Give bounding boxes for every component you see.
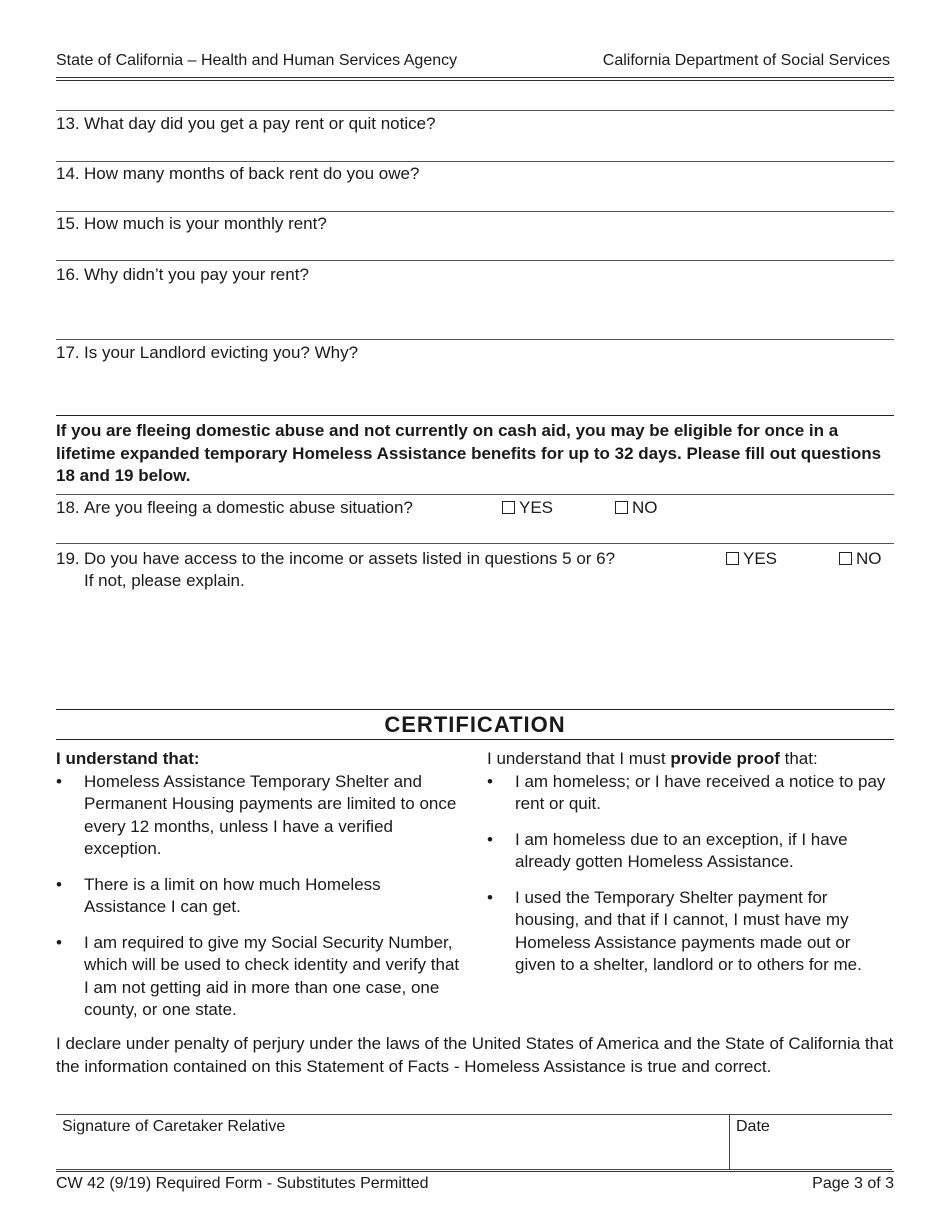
- list-item: [56, 932, 466, 1022]
- bullet-icon: •: [56, 771, 62, 791]
- checkbox-icon: [502, 501, 515, 514]
- certification-rule-bottom: [56, 739, 894, 740]
- domestic-abuse-notice: If you are fleeing domestic abuse and not currently on cash aid, you may be eligible for once in a lifetime expanded temporary Homeless Assistance benefits for up to 32 days. Please fill out questions 18 and 19 below.: [56, 421, 882, 485]
- question-number: 19.: [56, 549, 80, 568]
- question-number: 13.: [56, 114, 80, 133]
- agency-header: State of California – Health and Human Services Agency: [56, 52, 458, 69]
- question-number: 17.: [56, 343, 80, 362]
- right-heading-pre: I understand that I must: [487, 749, 671, 768]
- question-17-rule: [56, 339, 894, 340]
- header-divider-bottom: [56, 80, 894, 81]
- right-heading-post: that:: [779, 749, 818, 768]
- bullet-icon: •: [487, 887, 493, 907]
- question-number: 15.: [56, 214, 80, 233]
- question-text: What day did you get a pay rent or quit notice?: [84, 114, 436, 133]
- list-item-text: I used the Temporary Shelter payment for housing, and that if I cannot, I must have my Homeless Assistance payments made out or given to a shelter, landlord or to others for me.: [515, 887, 862, 974]
- question-18-rule: [56, 494, 894, 495]
- question-16-rule: [56, 260, 894, 261]
- question-14[interactable]: [56, 163, 419, 185]
- question-17[interactable]: [56, 342, 358, 364]
- certification-left-column: [56, 748, 466, 1035]
- question-text-continued: If not, please explain.: [84, 571, 245, 590]
- question-19-rule: [56, 543, 894, 544]
- question-text: Do you have access to the income or assets listed in questions 5 or 6?: [84, 549, 616, 568]
- bullet-icon: •: [56, 874, 62, 894]
- question-15[interactable]: [56, 213, 327, 235]
- certification-right-column: [487, 748, 892, 990]
- right-heading: [487, 748, 892, 771]
- list-item: [56, 771, 466, 861]
- question-number: 18.: [56, 498, 80, 517]
- question-text: How many months of back rent do you owe?: [84, 164, 420, 183]
- header-divider-top: [56, 77, 894, 78]
- checkbox-label: YES: [519, 498, 554, 517]
- list-item: [487, 887, 892, 977]
- checkbox-label: NO: [856, 549, 882, 568]
- checkbox-label: YES: [743, 549, 778, 568]
- list-item: [487, 771, 892, 816]
- list-item-text: There is a limit on how much Homeless Assistance I can get.: [84, 874, 381, 916]
- list-item-text: I am homeless due to an exception, if I have already gotten Homeless Assistance.: [515, 829, 848, 871]
- list-item: [56, 874, 466, 919]
- bullet-icon: •: [56, 932, 62, 952]
- checkbox-icon: [726, 552, 739, 565]
- question-number: 14.: [56, 164, 80, 183]
- question-text: Is your Landlord evicting you? Why?: [84, 343, 359, 362]
- question-18: [56, 497, 413, 519]
- list-item-text: I am homeless; or I have received a notice to pay rent or quit.: [515, 771, 886, 813]
- date-field[interactable]: Date: [736, 1118, 770, 1135]
- signature-divider: [729, 1114, 730, 1169]
- question-16[interactable]: [56, 264, 309, 286]
- list-item-text: I am required to give my Social Security Number, which will be used to check identity and verify that I am not getting aid in more than one case, one county, or one state.: [84, 932, 460, 1019]
- question-number: 16.: [56, 265, 80, 284]
- question-13[interactable]: [56, 113, 436, 135]
- footer-divider: [56, 1171, 894, 1172]
- page-number: Page 3 of 3: [812, 1175, 894, 1192]
- checkbox-icon: [615, 501, 628, 514]
- q18-no-checkbox[interactable]: [615, 497, 658, 519]
- q19-no-checkbox[interactable]: [839, 548, 882, 570]
- question-13-rule: [56, 110, 894, 111]
- left-heading: I understand that:: [56, 749, 200, 768]
- perjury-declaration: I declare under penalty of perjury under the laws of the United States of America and the State of California that the information contained on this Statement of Facts - Homeless Assistance is true and correct.: [56, 1034, 894, 1076]
- bullet-icon: •: [487, 829, 493, 849]
- list-item: [487, 829, 892, 874]
- question-14-rule: [56, 161, 894, 162]
- certification-title: CERTIFICATION: [384, 712, 566, 737]
- form-number: CW 42 (9/19) Required Form - Substitutes Permitted: [56, 1175, 429, 1192]
- notice-rule: [56, 415, 894, 416]
- question-text: Are you fleeing a domestic abuse situation?: [84, 498, 413, 517]
- q18-yes-checkbox[interactable]: [502, 497, 553, 519]
- question-text: How much is your monthly rent?: [84, 214, 327, 233]
- checkbox-icon: [839, 552, 852, 565]
- q19-yes-checkbox[interactable]: [726, 548, 777, 570]
- question-19[interactable]: [56, 548, 615, 592]
- certification-rule-top: [56, 709, 894, 710]
- checkbox-label: NO: [632, 498, 658, 517]
- signature-field[interactable]: Signature of Caretaker Relative: [62, 1118, 286, 1135]
- department-header: California Department of Social Services: [602, 52, 890, 69]
- list-item-text: Homeless Assistance Temporary Shelter and Permanent Housing payments are limited to once every 12 months, unless I have a verified exception.: [84, 771, 457, 858]
- question-15-rule: [56, 211, 894, 212]
- question-text: Why didn’t you pay your rent?: [84, 265, 309, 284]
- right-heading-bold: provide proof: [670, 749, 780, 768]
- bullet-icon: •: [487, 771, 493, 791]
